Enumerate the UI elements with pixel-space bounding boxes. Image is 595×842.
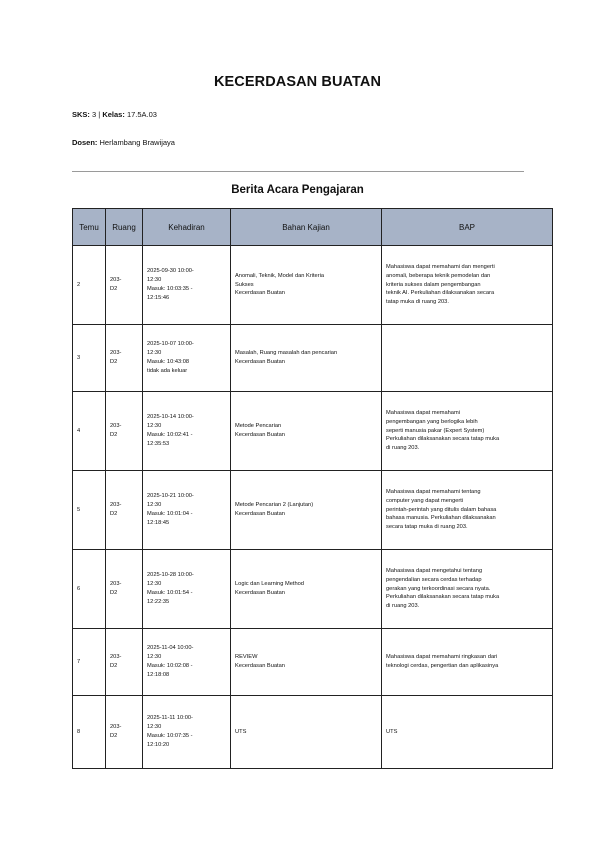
cell-ruang-line: 203- bbox=[110, 654, 122, 661]
cell-kehadiran-line: Masuk: 10:07:35 - bbox=[147, 733, 193, 739]
cell-bap-line: Mahasiswa dapat memahami bbox=[386, 409, 460, 416]
cell-ruang-line: 203- bbox=[110, 350, 122, 357]
cell-kehadiran-line: 12:18:08 bbox=[147, 671, 170, 678]
cell-bahan-kajian-line: Kecerdasan Buatan bbox=[235, 359, 285, 365]
cell-bap-line: perintah-perintah yang ditulis dalam bahasa bbox=[386, 506, 497, 513]
cell-bahan-kajian-line: Kecerdasan Buatan bbox=[235, 590, 285, 596]
cell-kehadiran-line: 12:18:45 bbox=[147, 519, 170, 526]
cell-bahan-kajian bbox=[231, 696, 382, 769]
cell-bap bbox=[382, 629, 553, 696]
cell-bahan-kajian bbox=[231, 325, 382, 392]
cell-kehadiran bbox=[143, 246, 231, 325]
cell-kehadiran-line: tidak ada keluar bbox=[147, 367, 188, 374]
cell-bap-line: di ruang 203. bbox=[386, 603, 420, 610]
cell-bap-line: Mahasiswa dapat memahami dan mengerti bbox=[386, 263, 495, 270]
kelas-value: 17.5A.03 bbox=[126, 110, 157, 119]
section-title: Berita Acara Pengajaran bbox=[231, 184, 364, 196]
cell-bap-line: pengembangan yang berlogika lebih bbox=[386, 418, 478, 425]
cell-kehadiran-line: 2025-10-28 10:00- bbox=[147, 572, 194, 579]
lecturer-line bbox=[72, 138, 175, 147]
header-temu: Temu bbox=[73, 209, 106, 246]
cell-ruang-line: 203- bbox=[110, 423, 122, 430]
cell-bap bbox=[382, 696, 553, 769]
cell-ruang-line: D2 bbox=[110, 286, 118, 292]
dosen-label: Dosen: bbox=[72, 138, 98, 147]
cell-kehadiran-line: Masuk: 10:01:54 - bbox=[147, 590, 193, 596]
cell-ruang-line: 203- bbox=[110, 277, 122, 284]
cell-kehadiran-line: 12:30 bbox=[147, 277, 162, 284]
cell-ruang bbox=[106, 629, 143, 696]
cell-kehadiran-line: 2025-11-04 10:00- bbox=[147, 645, 194, 652]
cell-bap-line: teknik AI. Perkuliahan dilaksanakan secara bbox=[386, 290, 495, 297]
cell-bap-line: seperti manusia pakar (Expert System) bbox=[386, 427, 485, 434]
cell-kehadiran-line: 12:35:53 bbox=[147, 440, 170, 447]
cell-ruang bbox=[106, 550, 143, 629]
cell-kehadiran bbox=[143, 550, 231, 629]
course-title: KECERDASAN BUATAN bbox=[213, 74, 382, 90]
cell-bap-line: Mahasiswa dapat memahami ringkasan dari bbox=[386, 654, 498, 661]
sks-value: 3 bbox=[92, 110, 97, 119]
cell-bahan-kajian bbox=[231, 246, 382, 325]
dosen-value: Herlambang Brawijaya bbox=[99, 138, 175, 147]
cell-bap-line: di ruang 203. bbox=[386, 445, 420, 452]
cell-ruang-line: 203- bbox=[110, 502, 122, 509]
cell-kehadiran-line: Masuk: 10:01:04 - bbox=[147, 511, 193, 517]
header-bap: BAP bbox=[382, 209, 553, 246]
cell-bap-line: Mahasiswa dapat memahami tentang bbox=[386, 488, 481, 495]
header-bahan-kajian: Bahan Kajian bbox=[231, 209, 382, 246]
cell-ruang bbox=[106, 392, 143, 471]
cell-bap-line: UTS bbox=[386, 728, 398, 735]
cell-temu: 5 bbox=[73, 471, 106, 550]
cell-kehadiran-line: 2025-10-21 10:00- bbox=[147, 493, 194, 500]
table-row bbox=[73, 392, 553, 471]
cell-ruang bbox=[106, 696, 143, 769]
cell-kehadiran-line: Masuk: 10:02:08 - bbox=[147, 663, 193, 669]
header-ruang: Ruang bbox=[106, 209, 143, 246]
sks-label: SKS: bbox=[72, 110, 90, 119]
cell-bahan-kajian bbox=[231, 550, 382, 629]
cell-bahan-kajian-line: Kecerdasan Buatan bbox=[235, 663, 285, 669]
cell-kehadiran-line: 12:30 bbox=[147, 654, 162, 661]
cell-bahan-kajian bbox=[231, 392, 382, 471]
table-row bbox=[73, 696, 553, 769]
cell-kehadiran-line: 2025-11-11 10:00- bbox=[147, 715, 193, 722]
cell-kehadiran-line: 12:30 bbox=[147, 724, 162, 731]
cell-bahan-kajian-line: Logic dan Learning Method bbox=[235, 581, 304, 588]
table-row bbox=[73, 550, 553, 629]
cell-kehadiran-line: 12:15:46 bbox=[147, 294, 170, 301]
cell-bahan-kajian-line: UTS bbox=[235, 728, 247, 735]
cell-bap-line: gerakan yang terkoordinasi secara nyata. bbox=[386, 585, 491, 592]
cell-ruang-line: D2 bbox=[110, 663, 118, 669]
cell-ruang-line: D2 bbox=[110, 590, 118, 596]
cell-kehadiran-line: 12:10:20 bbox=[147, 741, 170, 748]
cell-temu: 4 bbox=[73, 392, 106, 471]
cell-bahan-kajian-line: REVIEW bbox=[235, 654, 258, 661]
cell-temu: 2 bbox=[73, 246, 106, 325]
table-row bbox=[73, 325, 553, 392]
cell-bahan-kajian-line: Metode Pencarian 2 (Lanjutan) bbox=[235, 502, 314, 509]
cell-kehadiran-line: 12:30 bbox=[147, 581, 162, 588]
cell-temu: 3 bbox=[73, 325, 106, 392]
cell-bahan-kajian-line: Metode Pencarian bbox=[235, 423, 282, 430]
cell-bap-line: anomali, beberapa teknik pemodelan dan bbox=[386, 272, 491, 279]
cell-kehadiran-line: 2025-09-30 10:00- bbox=[147, 268, 194, 275]
cell-kehadiran bbox=[143, 392, 231, 471]
cell-bap-line: computer yang dapat mengerti bbox=[386, 497, 464, 504]
cell-bap bbox=[382, 325, 553, 392]
table-row bbox=[73, 471, 553, 550]
cell-bahan-kajian-line: Anomali, Teknik, Model dan Kriteria bbox=[235, 272, 325, 279]
cell-bahan-kajian-line: Kecerdasan Buatan bbox=[235, 290, 285, 297]
cell-kehadiran-line: 12:30 bbox=[147, 423, 162, 430]
cell-kehadiran bbox=[143, 471, 231, 550]
bap-table bbox=[72, 208, 553, 769]
cell-bahan-kajian-line: Masalah, Ruang masalah dan pencarian bbox=[235, 350, 338, 357]
course-meta-line bbox=[72, 110, 157, 119]
cell-bap bbox=[382, 246, 553, 325]
cell-kehadiran-line: 2025-10-14 10:00- bbox=[147, 414, 194, 421]
cell-ruang bbox=[106, 471, 143, 550]
cell-bap-line: Perkuliahan dilaksanakan secara tatap muka bbox=[386, 436, 500, 443]
cell-bap bbox=[382, 392, 553, 471]
header-kehadiran: Kehadiran bbox=[143, 209, 231, 246]
cell-kehadiran-line: 2025-10-07 10:00- bbox=[147, 341, 194, 348]
cell-bahan-kajian bbox=[231, 629, 382, 696]
cell-bap-line: bahasa manusia. Perkuliahan dilaksanakan bbox=[386, 515, 496, 522]
cell-temu: 6 bbox=[73, 550, 106, 629]
table-row bbox=[73, 629, 553, 696]
table-row bbox=[73, 246, 553, 325]
cell-temu: 8 bbox=[73, 696, 106, 769]
cell-bap bbox=[382, 471, 553, 550]
cell-kehadiran-line: Masuk: 10:02:41 - bbox=[147, 432, 193, 438]
cell-kehadiran bbox=[143, 325, 231, 392]
meta-separator: | bbox=[98, 110, 101, 119]
cell-ruang bbox=[106, 325, 143, 392]
cell-bahan-kajian-line: Kecerdasan Buatan bbox=[235, 511, 285, 517]
cell-bahan-kajian bbox=[231, 471, 382, 550]
cell-ruang-line: 203- bbox=[110, 581, 122, 588]
cell-ruang-line: D2 bbox=[110, 432, 118, 438]
cell-ruang-line: D2 bbox=[110, 733, 118, 739]
cell-kehadiran-line: 12:30 bbox=[147, 350, 162, 357]
cell-bap-line: kriteria sukses dalam pengembangan bbox=[386, 281, 481, 288]
cell-kehadiran-line: 12:22:35 bbox=[147, 598, 170, 605]
cell-ruang bbox=[106, 246, 143, 325]
table-header-row bbox=[73, 209, 553, 246]
cell-bap-line: secara tatap muka di ruang 203. bbox=[386, 524, 468, 531]
cell-bap-line: tatap muka di ruang 203. bbox=[386, 299, 449, 306]
cell-bap-line: teknologi cerdas, pengertian dan aplikasinya bbox=[386, 663, 499, 669]
cell-bap bbox=[382, 550, 553, 629]
cell-bap-line: Perkuliahan dilaksanakan secara tatap muka bbox=[386, 594, 500, 601]
cell-ruang-line: D2 bbox=[110, 359, 118, 365]
cell-kehadiran-line: 12:30 bbox=[147, 502, 162, 509]
cell-bahan-kajian-line: Sukses bbox=[235, 281, 254, 288]
cell-temu: 7 bbox=[73, 629, 106, 696]
cell-kehadiran bbox=[143, 629, 231, 696]
cell-bap-line: Mahasiswa dapat mengetahui tentang bbox=[386, 567, 483, 574]
cell-ruang-line: 203- bbox=[110, 724, 122, 731]
table-body bbox=[73, 246, 553, 769]
divider bbox=[72, 171, 524, 172]
cell-bap-line: pengendalian secara cerdas terhadap bbox=[386, 576, 482, 583]
cell-bahan-kajian-line: Kecerdasan Buatan bbox=[235, 432, 285, 438]
cell-kehadiran bbox=[143, 696, 231, 769]
cell-ruang-line: D2 bbox=[110, 511, 118, 517]
cell-kehadiran-line: Masuk: 10:43:08 bbox=[147, 359, 190, 365]
kelas-label: Kelas: bbox=[102, 110, 125, 119]
cell-kehadiran-line: Masuk: 10:03:35 - bbox=[147, 286, 193, 292]
